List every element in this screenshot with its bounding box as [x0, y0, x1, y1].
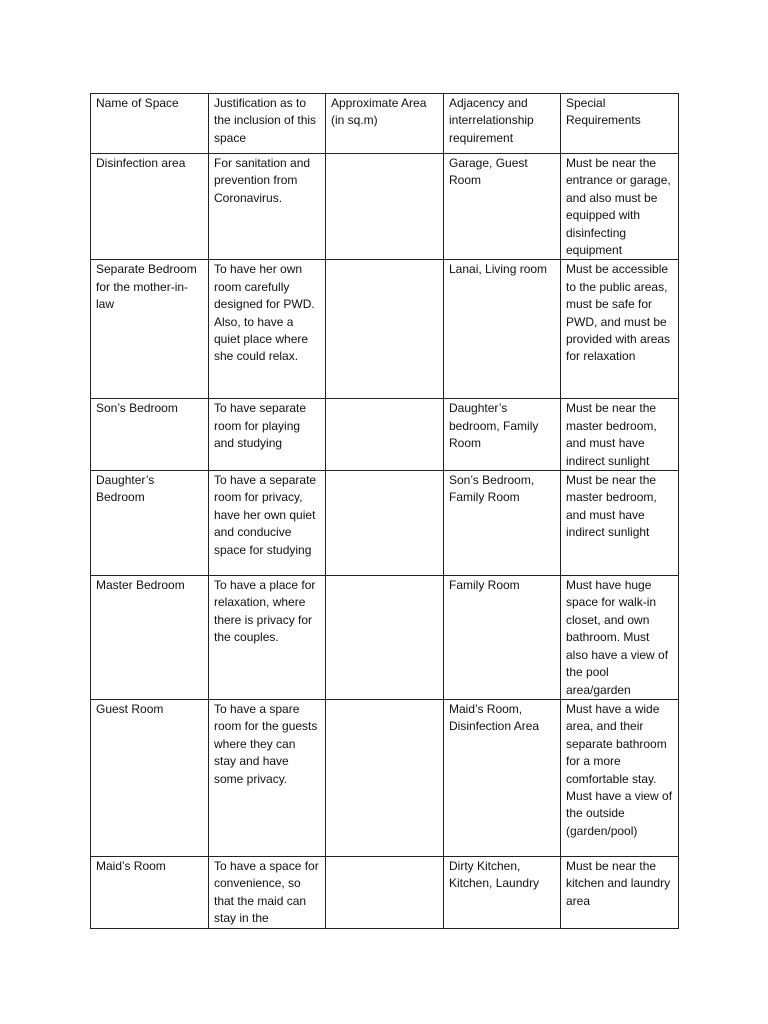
table-row [91, 471, 679, 576]
table-row [91, 699, 679, 856]
table-row [91, 576, 679, 700]
cell-special-requirements: Must be near the master bedroom, and must have indirect sunlight [561, 399, 679, 471]
cell-special-requirements: Must be near the entrance or garage, and also must be equipped with disinfecting equipment [561, 154, 679, 260]
cell-adjacency: Dirty Kitchen, Kitchen, Laundry [444, 856, 561, 928]
cell-adjacency: Garage, Guest Room [444, 154, 561, 260]
cell-special-requirements: Must be near the kitchen and laundry area [561, 856, 679, 928]
header-adjacency: Adjacency and interrelationship requirement [444, 94, 561, 154]
cell-adjacency: Son’s Bedroom, Family Room [444, 471, 561, 576]
cell-special-requirements: Must have huge space for walk-in closet, and own bathroom. Must also have a view of the pool area/garden [561, 576, 679, 700]
cell-adjacency: Maid’s Room, Disinfection Area [444, 699, 561, 856]
cell-justification: To have a space for convenience, so that the maid can stay in the [209, 856, 326, 928]
table-row [91, 154, 679, 260]
cell-space-name: Maid’s Room [91, 856, 209, 928]
cell-space-name: Son’s Bedroom [91, 399, 209, 471]
header-special-requirements: Special Requirements [561, 94, 679, 154]
cell-area [326, 856, 444, 928]
table-row [91, 856, 679, 928]
cell-justification: To have a separate room for privacy, have her own quiet and conducive space for studying [209, 471, 326, 576]
cell-area [326, 576, 444, 700]
cell-justification: To have a place for relaxation, where there is privacy for the couples. [209, 576, 326, 700]
cell-justification: To have her own room carefully designed for PWD. Also, to have a quiet place where she could relax. [209, 260, 326, 399]
cell-special-requirements: Must be accessible to the public areas, must be safe for PWD, and must be provided with areas for relaxation [561, 260, 679, 399]
cell-area [326, 399, 444, 471]
cell-special-requirements: Must be near the master bedroom, and must have indirect sunlight [561, 471, 679, 576]
cell-adjacency: Family Room [444, 576, 561, 700]
cell-space-name: Guest Room [91, 699, 209, 856]
cell-space-name: Daughter’s Bedroom [91, 471, 209, 576]
cell-adjacency: Lanai, Living room [444, 260, 561, 399]
table-row [91, 399, 679, 471]
cell-area [326, 154, 444, 260]
cell-adjacency: Daughter’s bedroom, Family Room [444, 399, 561, 471]
cell-area [326, 260, 444, 399]
cell-special-requirements: Must have a wide area, and their separate bathroom for a more comfortable stay. Must have a view of the outside (garden/pool) [561, 699, 679, 856]
cell-space-name: Master Bedroom [91, 576, 209, 700]
cell-justification: For sanitation and prevention from Coronavirus. [209, 154, 326, 260]
cell-space-name: Disinfection area [91, 154, 209, 260]
cell-area [326, 699, 444, 856]
header-justification: Justification as to the inclusion of this space [209, 94, 326, 154]
space-requirements-table [90, 93, 679, 929]
cell-space-name: Separate Bedroom for the mother-in-law [91, 260, 209, 399]
cell-area [326, 471, 444, 576]
header-approximate-area: Approximate Area (in sq.m) [326, 94, 444, 154]
cell-justification: To have separate room for playing and studying [209, 399, 326, 471]
table-header-row [91, 94, 679, 154]
table-row [91, 260, 679, 399]
header-name-of-space: Name of Space [91, 94, 209, 154]
cell-justification: To have a spare room for the guests where they can stay and have some privacy. [209, 699, 326, 856]
